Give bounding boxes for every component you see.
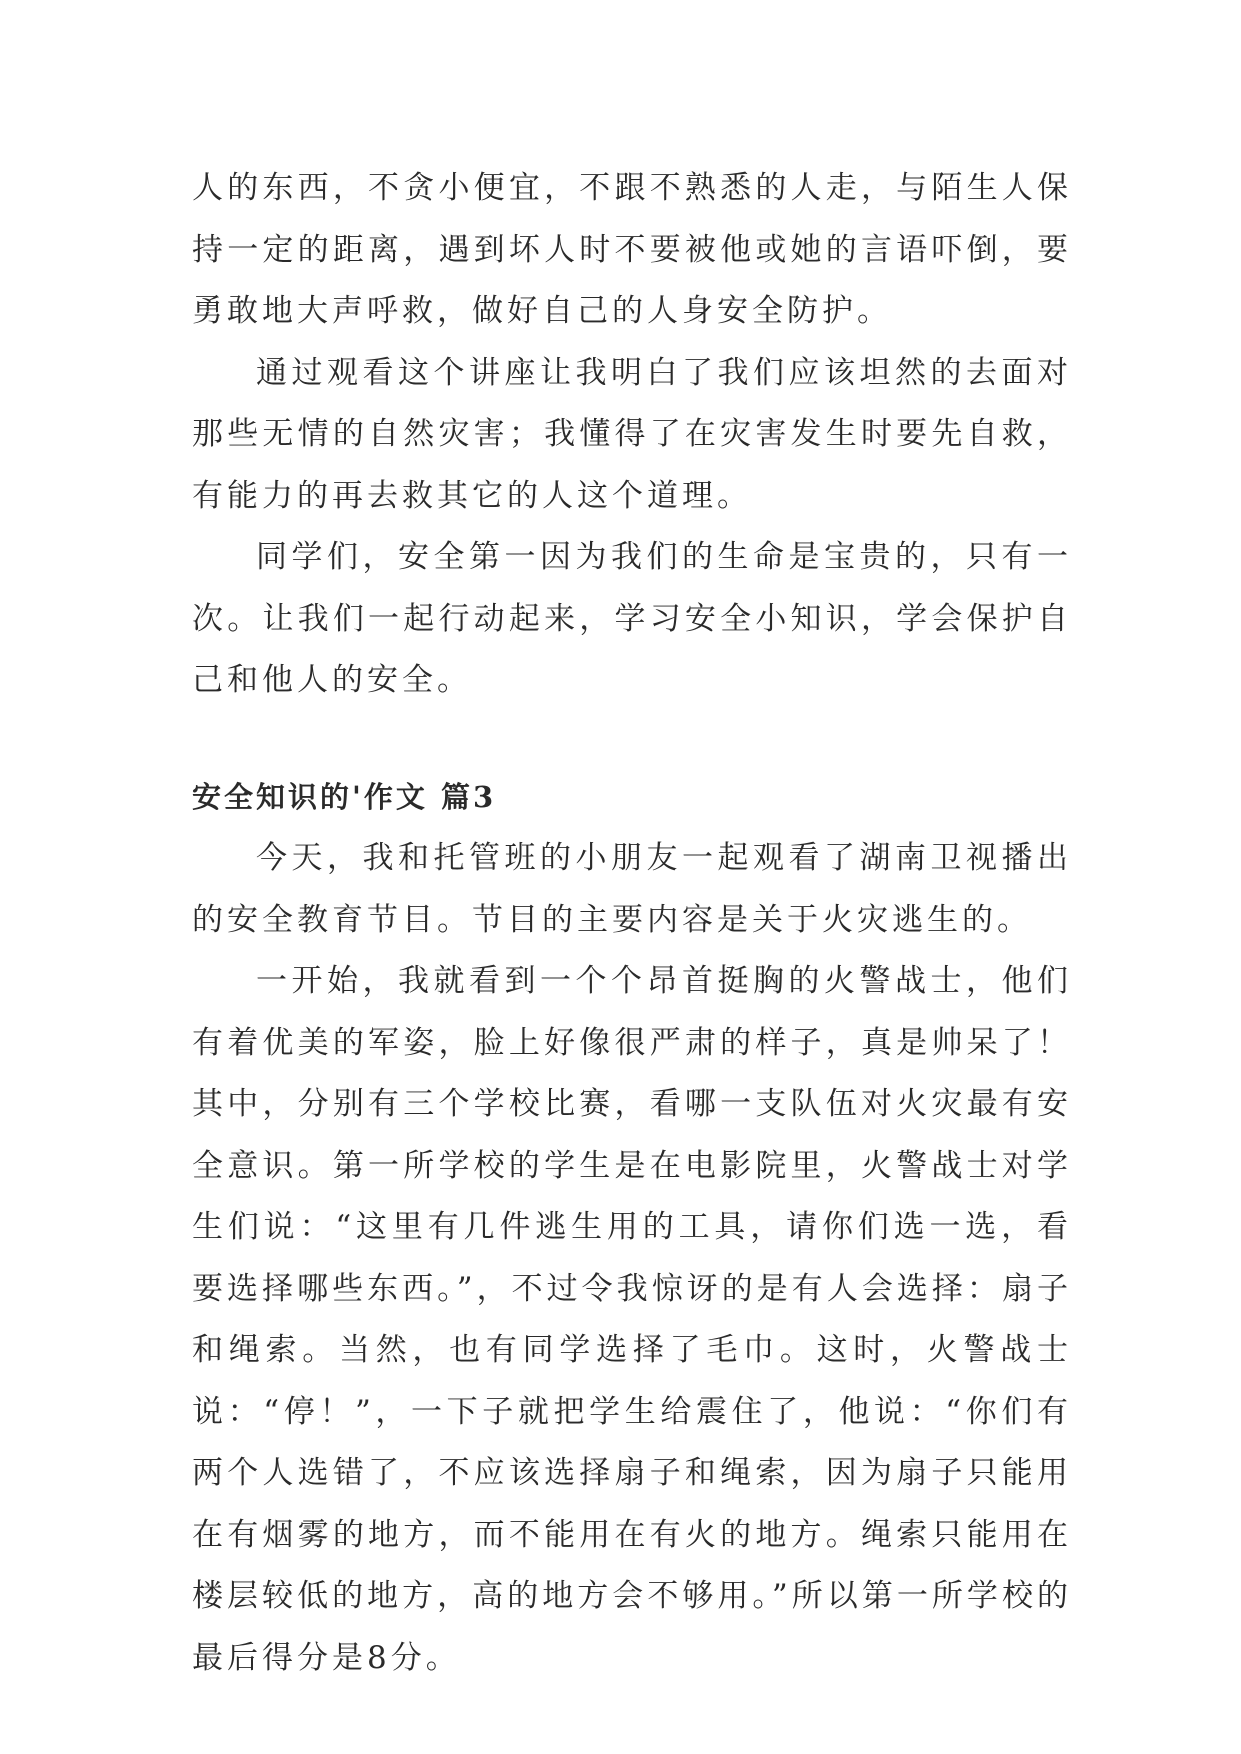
section-heading: 安全知识的'作文 篇3 (192, 779, 497, 814)
paragraph-2: 通过观看这个讲座让我明白了我们应该坦然的去面对那些无情的自然灾害；我懂得了在灾害发生时要先自救，有能力的再去救其它的人这个道理。 (192, 354, 1072, 514)
paragraph-3: 同学们，安全第一因为我们的生命是宝贵的，只有一次。让我们一起行动起来，学习安全小知识，学会保护自己和他人的安全。 (192, 539, 1072, 698)
paragraph-4: 今天，我和托管班的小朋友一起观看了湖南卫视播出的安全教育节目。节目的主要内容是关于火灾逃生的。 (192, 840, 1072, 938)
document-page (192, 158, 1072, 1689)
paragraph-5: 一开始，我就看到一个个昂首挺胸的火警战士，他们有着优美的军姿，脸上好像很严肃的样子，真是帅呆了！其中，分别有三个学校比赛，看哪一支队伍对火灾最有安全意识。第一所学校的学生是在电影院里，火警战士对学生们说：“这里有几件逃生用的工具，请你们选一选，看要选择哪些东西。”，不过令我惊讶的是有人会选择：扇子和绳索。当然，也有同学选择了毛巾。这时，火警战士说：“停！”，一下子就把学生给震住了，他说：“你们有两个人选错了，不应该选择扇子和绳索，因为扇子只能用在有烟雾的地方，而不能用在有火的地方。绳索只能用在楼层较低的地方，高的地方会不够用。”所以第一所学校的最后得分是8分。 (192, 963, 1072, 1676)
paragraph-1: 人的东西，不贪小便宜，不跟不熟悉的人走，与陌生人保持一定的距离，遇到坏人时不要被他或她的言语吓倒，要勇敢地大声呼救，做好自己的人身安全防护。 (192, 170, 1072, 329)
